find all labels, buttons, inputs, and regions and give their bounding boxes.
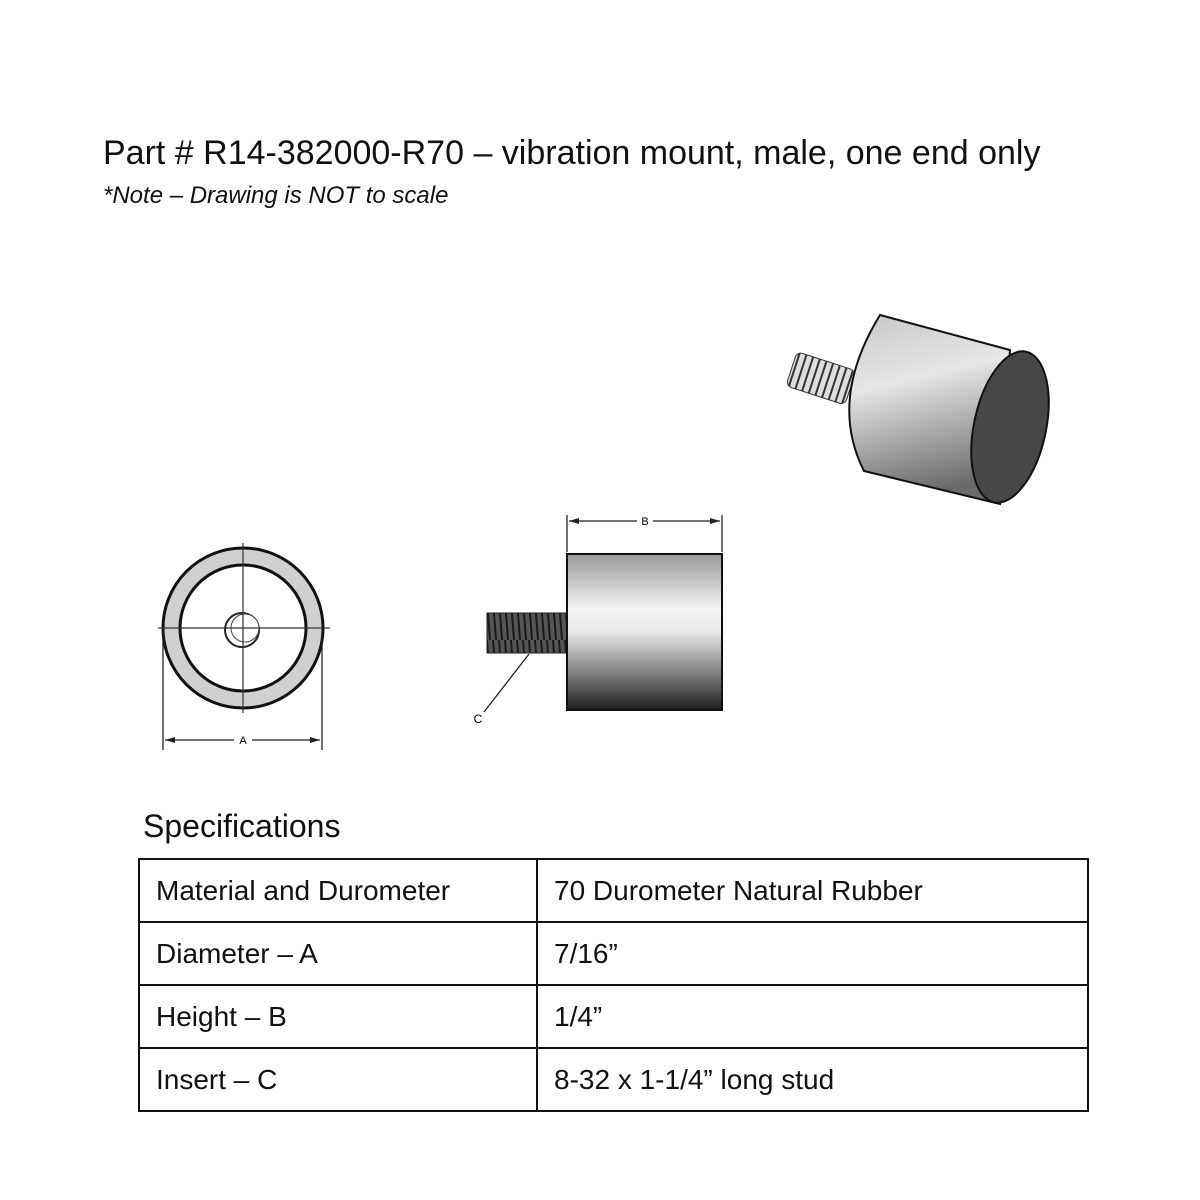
dim-c-label: C (473, 712, 483, 726)
spec-label: Height – B (139, 985, 537, 1048)
spec-label: Insert – C (139, 1048, 537, 1111)
isometric-view (786, 315, 1061, 510)
dim-a-label: A (239, 735, 247, 747)
specifications-heading: Specifications (143, 808, 341, 844)
dim-b-label: B (641, 516, 649, 528)
table-row (139, 922, 1088, 985)
specifications-table (138, 858, 1089, 1112)
spec-value: 1/4” (537, 985, 1088, 1048)
spec-value: 8-32 x 1-1/4” long stud (537, 1048, 1088, 1111)
spec-label: Diameter – A (139, 922, 537, 985)
table-row (139, 859, 1088, 922)
scale-note: *Note – Drawing is NOT to scale (103, 182, 449, 209)
side-view (474, 515, 722, 726)
front-view (158, 543, 330, 750)
spec-label: Material and Durometer (139, 859, 537, 922)
spec-value: 70 Durometer Natural Rubber (537, 859, 1088, 922)
table-row (139, 1048, 1088, 1111)
part-title: Part # R14-382000-R70 – vibration mount, male, one end only (103, 134, 1041, 172)
table-row (139, 985, 1088, 1048)
spec-value: 7/16” (537, 922, 1088, 985)
